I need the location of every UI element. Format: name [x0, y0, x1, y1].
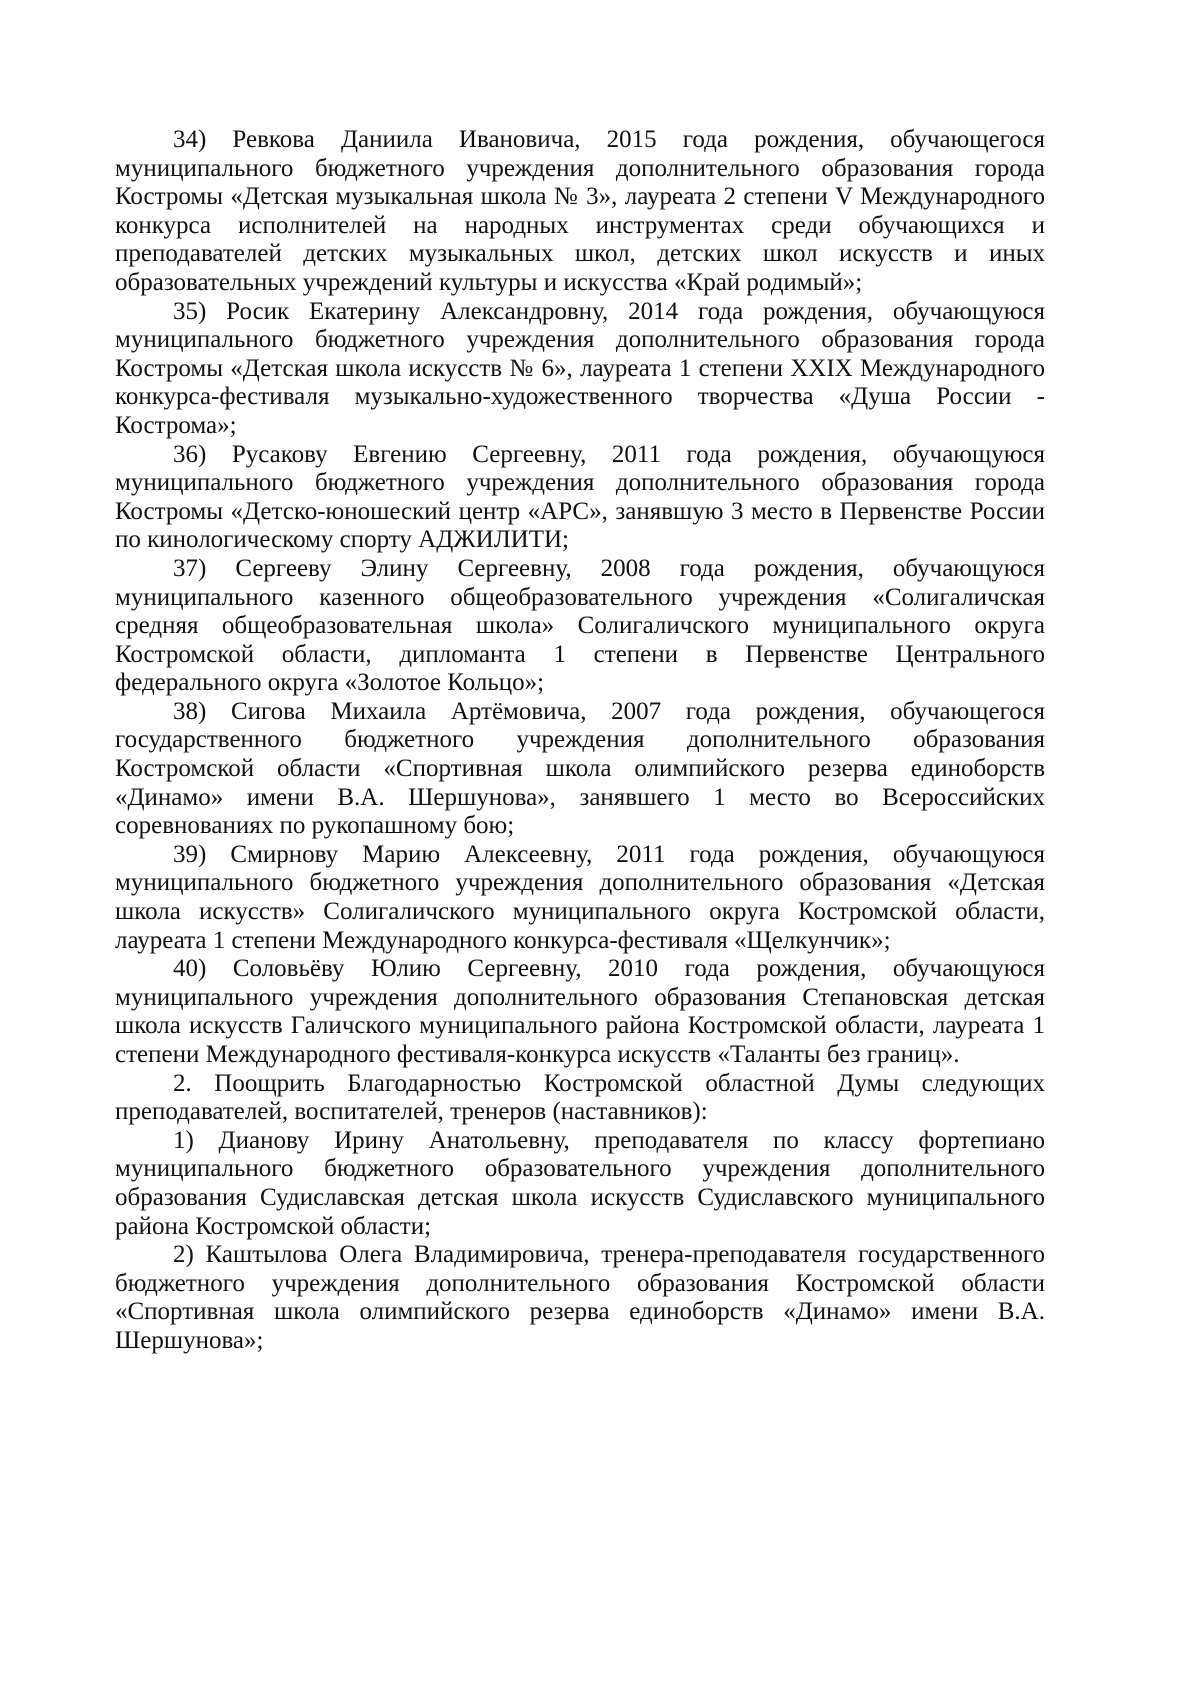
- paragraph-mentor-2: 2) Каштылова Олега Владимировича, тренера-преподавателя государственного бюджетного учреждения дополнительного образования Костромской области «Спортивная школа олимпийского резерва единоборств «Динамо» имени В.А. Шершунова»;: [115, 1241, 1045, 1354]
- paragraph-item-40: 40) Соловьёву Юлию Сергеевну, 2010 года рождения, обучающуюся муниципального учреждения дополнительного образования Степановская детская школа искусств Галичского муниципального района Костромской области, лауреата 1 степени Международного фестиваля-конкурса искусств «Таланты без границ».: [115, 955, 1045, 1068]
- paragraph-item-36: 36) Русакову Евгению Сергеевну, 2011 года рождения, обучающуюся муниципального бюджетного учреждения дополнительного образования города Костромы «Детско-юношеский центр «АРС», занявшую 3 место в Первенстве России по кинологическому спорту АДЖИЛИТИ;: [115, 440, 1045, 554]
- paragraph-item-38: 38) Сигова Михаила Артёмовича, 2007 года рождения, обучающегося государственного бюджетного учреждения дополнительного образования Костромской области «Спортивная школа олимпийского резерва единоборств «Динамо» имени В.А. Шершунова», занявшего 1 место во Всероссийских соревнованиях по рукопашному бою;: [115, 697, 1045, 840]
- paragraph-item-37: 37) Сергееву Элину Сергеевну, 2008 года рождения, обучающуюся муниципального казенного общеобразовательного учреждения «Солигаличская средняя общеобразовательная школа» Солигаличского муниципального округа Костромской области, дипломанта 1 степени в Первенстве Центрального федерального округа «Золотое Кольцо»;: [115, 554, 1045, 697]
- paragraph-section-2: 2. Поощрить Благодарностью Костромской областной Думы следующих преподавателей, воспитателей, тренеров (наставников):: [115, 1069, 1045, 1126]
- paragraph-item-39: 39) Смирнову Марию Алексеевну, 2011 года рождения, обучающуюся муниципального бюджетного учреждения дополнительного образования «Детская школа искусств» Солигаличского муниципального округа Костромской области, лауреата 1 степени Международного конкурса-фестиваля «Щелкунчик»;: [115, 840, 1045, 954]
- paragraph-mentor-1: 1) Дианову Ирину Анатольевну, преподавателя по классу фортепиано муниципального бюджетного образовательного учреждения дополнительного образования Судиславская детская школа искусств Судиславского муниципального района Костромской области;: [115, 1126, 1045, 1240]
- paragraph-item-34: 34) Ревкова Даниила Ивановича, 2015 года рождения, обучающегося муниципального бюджетного учреждения дополнительного образования города Костромы «Детская музыкальная школа № 3», лауреата 2 степени V Международного конкурса исполнителей на народных инструментах среди обучающихся и преподавателей детских музыкальных школ, детских школ искусств и иных образовательных учреждений культуры и искусства «Край родимый»;: [115, 126, 1045, 296]
- document-page: [115, 126, 1045, 1356]
- paragraph-item-35: 35) Росик Екатерину Александровну, 2014 года рождения, обучающуюся муниципального бюджетного учреждения дополнительного образования города Костромы «Детская школа искусств № 6», лауреата 1 степени XXIX Международного конкурса-фестиваля музыкально-художественного творчества «Душа России - Кострома»;: [115, 297, 1045, 439]
